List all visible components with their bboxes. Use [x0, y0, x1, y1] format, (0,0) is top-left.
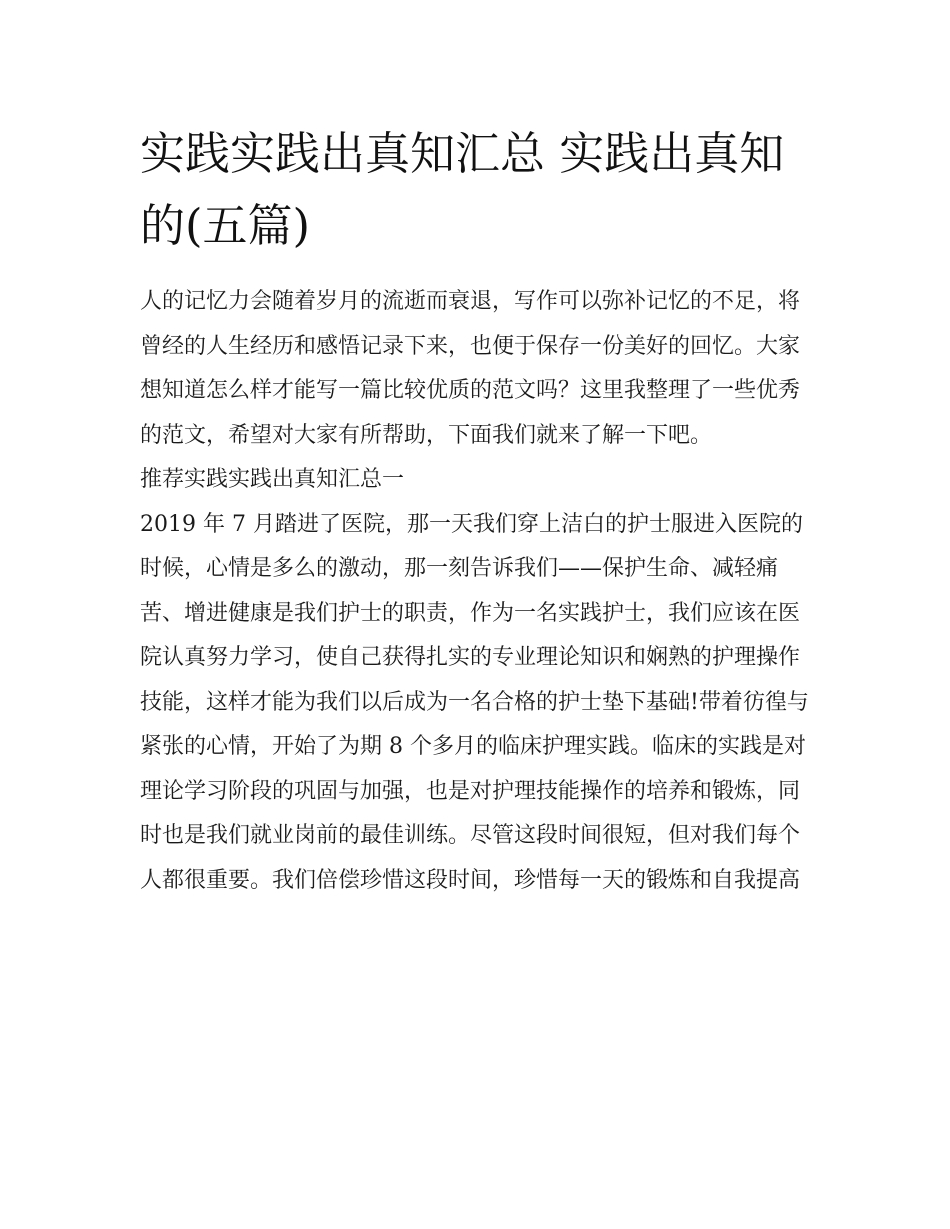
- document-title: 实践实践出真知汇总 实践出真知的(五篇): [140, 127, 785, 252]
- section-heading: 推荐实践实践出真知汇总一: [140, 467, 405, 492]
- section-paragraph: 2019 年 7 月踏进了医院，那一天我们穿上洁白的护士服进入医院的时候，心情是多么的激动，那一刻告诉我们——保护生命、减轻痛苦、增进健康是我们护士的职责，作为一名实践护士，我们应该在医院认真努力学习，使自己获得扎实的专业理论知识和娴熟的护理操作技能，这样才能为我们以后成为一名合格的护士垫下基础!带着彷徨与紧张的心情，开始了为期 8 个多月的临床护理实践。临床的实践是对理论学习阶段的巩固与加强，也是对护理技能操作的培养和锻炼，同时也是我们就业岗前的最佳训练。尽管这段时间很短，但对我们每个人都很重要。我们倍偿珍惜这段时间，珍惜每一天的锻炼和自我提高: [140, 511, 809, 893]
- document-body: [140, 280, 812, 903]
- intro-paragraph: 人的记忆力会随着岁月的流逝而衰退，写作可以弥补记忆的不足，将曾经的人生经历和感悟记录下来，也便于保存一份美好的回忆。大家想知道怎么样才能写一篇比较优质的范文吗？这里我整理了一些优秀的范文，希望对大家有所帮助，下面我们就来了解一下吧。: [140, 289, 801, 448]
- document-page: [140, 118, 812, 903]
